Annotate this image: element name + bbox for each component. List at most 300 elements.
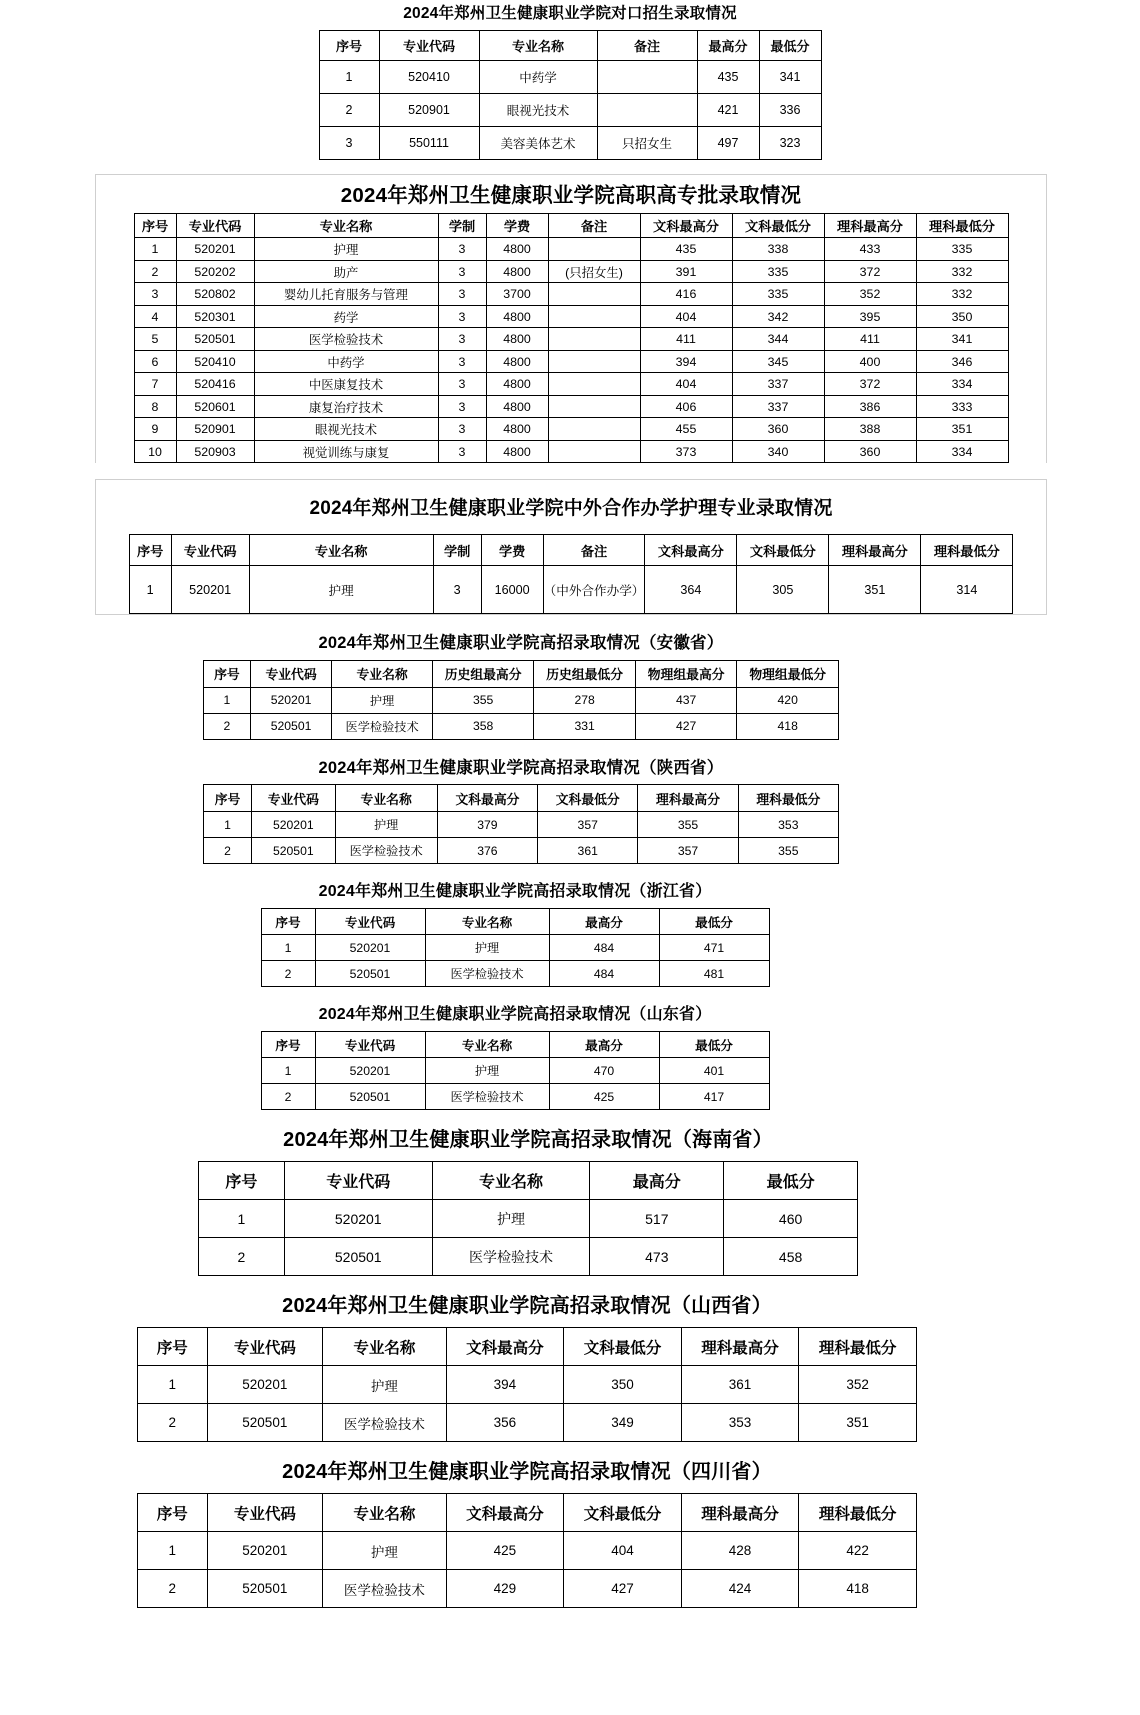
cell-r1-c4: 379 bbox=[437, 812, 537, 838]
cell-r1-c4: 394 bbox=[446, 1366, 564, 1404]
column-header-1: 序号 bbox=[204, 785, 252, 812]
column-header-2: 专业代码 bbox=[171, 535, 249, 566]
column-header-2: 专业代码 bbox=[252, 785, 335, 812]
cell-r6-c2: 520410 bbox=[176, 350, 254, 373]
column-header-2: 专业代码 bbox=[379, 31, 479, 61]
column-header-2: 专业代码 bbox=[250, 660, 332, 687]
cell-r2-c2: 520501 bbox=[252, 838, 335, 864]
table-header-row bbox=[138, 1494, 917, 1532]
section-gaozhi-admissions bbox=[95, 174, 1047, 463]
column-header-3: 专业名称 bbox=[323, 1494, 447, 1532]
cell-r1-c6 bbox=[548, 238, 640, 261]
cell-r3-c6 bbox=[548, 283, 640, 306]
cell-r1-c4: 355 bbox=[432, 687, 534, 713]
column-header-4: 文科最高分 bbox=[437, 785, 537, 812]
cell-r10-c4: 3 bbox=[438, 440, 486, 463]
table-row bbox=[134, 350, 1008, 373]
table-body bbox=[199, 1200, 858, 1276]
cell-r2-c5: 427 bbox=[564, 1570, 682, 1608]
cell-r2-c6: 336 bbox=[759, 94, 821, 127]
table-header-row bbox=[261, 909, 769, 935]
table-row bbox=[199, 1200, 858, 1238]
cell-r2-c7: 418 bbox=[737, 713, 839, 739]
cell-r1-c4: 3 bbox=[433, 566, 481, 614]
column-header-6: 理科最高分 bbox=[638, 785, 738, 812]
table-zhejiang bbox=[261, 908, 770, 987]
table-header-row bbox=[199, 1162, 858, 1200]
cell-r4-c2: 520301 bbox=[176, 305, 254, 328]
cell-r1-c2: 520201 bbox=[176, 238, 254, 261]
table-header-row bbox=[261, 1032, 769, 1058]
cell-r3-c10: 332 bbox=[916, 283, 1008, 306]
table-body bbox=[261, 935, 769, 987]
cell-r7-c4: 3 bbox=[438, 373, 486, 396]
column-header-2: 专业代码 bbox=[176, 214, 254, 238]
cell-r2-c7: 418 bbox=[799, 1570, 917, 1608]
cell-r4-c4: 3 bbox=[438, 305, 486, 328]
table-row bbox=[134, 418, 1008, 441]
section-title-sichuan: 2024年郑州卫生健康职业学院高招录取情况（四川省） bbox=[282, 1461, 772, 1484]
section-anhui-admissions bbox=[203, 633, 839, 740]
cell-r5-c7: 411 bbox=[640, 328, 732, 351]
cell-r5-c2: 520501 bbox=[176, 328, 254, 351]
table-body bbox=[261, 1058, 769, 1110]
cell-r9-c4: 3 bbox=[438, 418, 486, 441]
cell-r4-c6 bbox=[548, 305, 640, 328]
cell-r7-c5: 4800 bbox=[486, 373, 548, 396]
cell-r8-c2: 520601 bbox=[176, 395, 254, 418]
table-header-row bbox=[204, 660, 839, 687]
cell-r4-c3: 药学 bbox=[254, 305, 438, 328]
column-header-6: 理科最高分 bbox=[681, 1328, 799, 1366]
column-header-6: 最低分 bbox=[759, 31, 821, 61]
cell-r1-c4: 484 bbox=[549, 935, 659, 961]
cell-r1-c2: 520201 bbox=[252, 812, 335, 838]
table-row bbox=[129, 566, 1013, 614]
cell-r5-c5: 4800 bbox=[486, 328, 548, 351]
section-title-shandong: 2024年郑州卫生健康职业学院高招录取情况（山东省） bbox=[318, 1006, 712, 1024]
column-header-10: 理科最低分 bbox=[916, 214, 1008, 238]
cell-r1-c7: 422 bbox=[799, 1532, 917, 1570]
cell-r1-c2: 520201 bbox=[250, 687, 332, 713]
cell-r7-c10: 334 bbox=[916, 373, 1008, 396]
cell-r2-c1: 2 bbox=[138, 1404, 208, 1442]
section-title-anhui: 2024年郑州卫生健康职业学院高招录取情况（安徽省） bbox=[318, 634, 724, 653]
cell-r4-c1: 4 bbox=[134, 305, 176, 328]
cell-r5-c10: 341 bbox=[916, 328, 1008, 351]
column-header-7: 物理组最低分 bbox=[737, 660, 839, 687]
cell-r2-c4: 3 bbox=[438, 260, 486, 283]
cell-r1-c7: 420 bbox=[737, 687, 839, 713]
column-header-9: 理科最高分 bbox=[829, 535, 921, 566]
table-duikou bbox=[319, 30, 822, 160]
column-header-3: 专业名称 bbox=[335, 785, 437, 812]
cell-r1-c4: 517 bbox=[590, 1200, 724, 1238]
cell-r7-c3: 中医康复技术 bbox=[254, 373, 438, 396]
cell-r1-c7: 353 bbox=[738, 812, 838, 838]
cell-r3-c2: 520802 bbox=[176, 283, 254, 306]
column-header-4: 最高分 bbox=[549, 909, 659, 935]
table-zhongwai bbox=[129, 534, 1014, 614]
cell-r4-c5: 4800 bbox=[486, 305, 548, 328]
cell-r2-c5: 4800 bbox=[486, 260, 548, 283]
column-header-2: 专业代码 bbox=[315, 1032, 425, 1058]
cell-r7-c6 bbox=[548, 373, 640, 396]
cell-r2-c6: 427 bbox=[635, 713, 737, 739]
cell-r1-c6: 341 bbox=[759, 61, 821, 94]
column-header-1: 序号 bbox=[199, 1162, 285, 1200]
cell-r1-c4: 3 bbox=[438, 238, 486, 261]
column-header-7: 理科最低分 bbox=[738, 785, 838, 812]
cell-r2-c10: 332 bbox=[916, 260, 1008, 283]
cell-r1-c4: 425 bbox=[446, 1532, 564, 1570]
table-row bbox=[134, 373, 1008, 396]
column-header-4: 文科最高分 bbox=[446, 1328, 564, 1366]
column-header-6: 备注 bbox=[548, 214, 640, 238]
table-shaanxi bbox=[203, 784, 839, 864]
cell-r6-c3: 中药学 bbox=[254, 350, 438, 373]
column-header-5: 最低分 bbox=[659, 909, 769, 935]
cell-r2-c1: 2 bbox=[134, 260, 176, 283]
table-body bbox=[138, 1366, 917, 1442]
section-shaanxi-admissions bbox=[203, 758, 839, 865]
cell-r2-c7: 351 bbox=[799, 1404, 917, 1442]
table-body bbox=[138, 1532, 917, 1608]
column-header-1: 序号 bbox=[261, 1032, 315, 1058]
cell-r1-c6: 437 bbox=[635, 687, 737, 713]
column-header-5: 文科最低分 bbox=[564, 1494, 682, 1532]
cell-r3-c6: 323 bbox=[759, 127, 821, 160]
cell-r2-c2: 520501 bbox=[315, 1084, 425, 1110]
cell-r1-c1: 1 bbox=[199, 1200, 285, 1238]
cell-r6-c8: 345 bbox=[732, 350, 824, 373]
table-body bbox=[129, 566, 1013, 614]
column-header-1: 序号 bbox=[138, 1328, 208, 1366]
column-header-10: 理科最低分 bbox=[921, 535, 1013, 566]
column-header-9: 理科最高分 bbox=[824, 214, 916, 238]
cell-r10-c9: 360 bbox=[824, 440, 916, 463]
column-header-5: 最高分 bbox=[697, 31, 759, 61]
cell-r1-c7: 364 bbox=[645, 566, 737, 614]
cell-r1-c1: 1 bbox=[138, 1366, 208, 1404]
cell-r10-c2: 520903 bbox=[176, 440, 254, 463]
cell-r2-c1: 2 bbox=[138, 1570, 208, 1608]
column-header-3: 专业名称 bbox=[249, 535, 433, 566]
cell-r2-c6: (只招女生) bbox=[548, 260, 640, 283]
column-header-8: 文科最低分 bbox=[737, 535, 829, 566]
column-header-1: 序号 bbox=[134, 214, 176, 238]
cell-r1-c2: 520410 bbox=[379, 61, 479, 94]
cell-r3-c3: 婴幼儿托育服务与管理 bbox=[254, 283, 438, 306]
section-title-hainan: 2024年郑州卫生健康职业学院高招录取情况（海南省） bbox=[283, 1129, 773, 1152]
cell-r7-c8: 337 bbox=[732, 373, 824, 396]
section-shandong-admissions bbox=[252, 1005, 778, 1110]
cell-r1-c3: 护理 bbox=[432, 1200, 590, 1238]
cell-r9-c6 bbox=[548, 418, 640, 441]
column-header-7: 文科最高分 bbox=[640, 214, 732, 238]
cell-r1-c4: 470 bbox=[549, 1058, 659, 1084]
cell-r2-c1: 2 bbox=[261, 1084, 315, 1110]
cell-r2-c1: 2 bbox=[261, 961, 315, 987]
cell-r7-c2: 520416 bbox=[176, 373, 254, 396]
column-header-4: 最高分 bbox=[590, 1162, 724, 1200]
table-hainan bbox=[198, 1161, 858, 1276]
table-row bbox=[261, 935, 769, 961]
section-shanxi-admissions bbox=[137, 1294, 917, 1442]
column-header-5: 历史组最低分 bbox=[534, 660, 636, 687]
section-title-shanxi: 2024年郑州卫生健康职业学院高招录取情况（山西省） bbox=[282, 1295, 772, 1318]
column-header-8: 文科最低分 bbox=[732, 214, 824, 238]
table-row bbox=[134, 283, 1008, 306]
column-header-2: 专业代码 bbox=[315, 909, 425, 935]
cell-r1-c3: 护理 bbox=[254, 238, 438, 261]
column-header-3: 专业名称 bbox=[425, 1032, 549, 1058]
cell-r2-c3: 医学检验技术 bbox=[332, 713, 433, 739]
column-header-2: 专业代码 bbox=[284, 1162, 432, 1200]
table-body bbox=[204, 812, 839, 864]
table-row bbox=[134, 440, 1008, 463]
cell-r1-c10: 314 bbox=[921, 566, 1013, 614]
cell-r9-c7: 455 bbox=[640, 418, 732, 441]
cell-r2-c5: 458 bbox=[724, 1238, 858, 1276]
section-zhongwai-admissions bbox=[95, 479, 1047, 615]
cell-r2-c3: 医学检验技术 bbox=[323, 1570, 447, 1608]
cell-r10-c8: 340 bbox=[732, 440, 824, 463]
cell-r1-c5: 4800 bbox=[486, 238, 548, 261]
section-title-gaozhi: 2024年郑州卫生健康职业学院高职高专批录取情况 bbox=[340, 184, 802, 208]
cell-r10-c6 bbox=[548, 440, 640, 463]
cell-r2-c4: 356 bbox=[446, 1404, 564, 1442]
cell-r1-c1: 1 bbox=[319, 61, 379, 94]
column-header-3: 专业名称 bbox=[323, 1328, 447, 1366]
cell-r2-c4: 425 bbox=[549, 1084, 659, 1110]
cell-r8-c5: 4800 bbox=[486, 395, 548, 418]
table-anhui bbox=[203, 660, 839, 740]
column-header-4: 学制 bbox=[433, 535, 481, 566]
column-header-5: 学费 bbox=[481, 535, 543, 566]
cell-r5-c4: 3 bbox=[438, 328, 486, 351]
cell-r1-c1: 1 bbox=[138, 1532, 208, 1570]
column-header-4: 学制 bbox=[438, 214, 486, 238]
cell-r2-c1: 2 bbox=[204, 838, 252, 864]
cell-r2-c3: 医学检验技术 bbox=[432, 1238, 590, 1276]
column-header-6: 物理组最高分 bbox=[635, 660, 737, 687]
cell-r2-c4: 484 bbox=[549, 961, 659, 987]
column-header-5: 最低分 bbox=[659, 1032, 769, 1058]
cell-r2-c3: 医学检验技术 bbox=[323, 1404, 447, 1442]
cell-r1-c8: 305 bbox=[737, 566, 829, 614]
table-row bbox=[204, 812, 839, 838]
cell-r3-c8: 335 bbox=[732, 283, 824, 306]
column-header-7: 理科最低分 bbox=[799, 1494, 917, 1532]
cell-r2-c1: 2 bbox=[204, 713, 251, 739]
cell-r2-c2: 520901 bbox=[379, 94, 479, 127]
cell-r1-c2: 520201 bbox=[315, 935, 425, 961]
cell-r2-c7: 355 bbox=[738, 838, 838, 864]
column-header-1: 序号 bbox=[204, 660, 251, 687]
cell-r9-c1: 9 bbox=[134, 418, 176, 441]
cell-r1-c5: 278 bbox=[534, 687, 636, 713]
cell-r5-c8: 344 bbox=[732, 328, 824, 351]
column-header-5: 文科最低分 bbox=[564, 1328, 682, 1366]
column-header-6: 备注 bbox=[543, 535, 645, 566]
cell-r9-c8: 360 bbox=[732, 418, 824, 441]
cell-r6-c4: 3 bbox=[438, 350, 486, 373]
table-row bbox=[134, 260, 1008, 283]
cell-r6-c1: 6 bbox=[134, 350, 176, 373]
table-row bbox=[261, 1058, 769, 1084]
cell-r1-c7: 352 bbox=[799, 1366, 917, 1404]
column-header-1: 序号 bbox=[129, 535, 171, 566]
cell-r1-c3: 护理 bbox=[249, 566, 433, 614]
cell-r1-c1: 1 bbox=[204, 687, 251, 713]
title-band bbox=[96, 175, 1046, 213]
table-row bbox=[138, 1570, 917, 1608]
cell-r1-c3: 护理 bbox=[425, 1058, 549, 1084]
cell-r5-c9: 411 bbox=[824, 328, 916, 351]
cell-r6-c10: 346 bbox=[916, 350, 1008, 373]
cell-r2-c3: 医学检验技术 bbox=[425, 961, 549, 987]
cell-r1-c6: 428 bbox=[681, 1532, 799, 1570]
column-header-2: 专业代码 bbox=[207, 1328, 322, 1366]
cell-r3-c4: 3 bbox=[438, 283, 486, 306]
cell-r2-c5: 421 bbox=[697, 94, 759, 127]
cell-r4-c7: 404 bbox=[640, 305, 732, 328]
table-row bbox=[319, 94, 821, 127]
column-header-1: 序号 bbox=[261, 909, 315, 935]
cell-r5-c1: 5 bbox=[134, 328, 176, 351]
cell-r2-c8: 335 bbox=[732, 260, 824, 283]
cell-r10-c7: 373 bbox=[640, 440, 732, 463]
section-title-zhongwai: 2024年郑州卫生健康职业学院中外合作办学护理专业录取情况 bbox=[309, 498, 833, 520]
cell-r9-c9: 388 bbox=[824, 418, 916, 441]
section-title-shaanxi: 2024年郑州卫生健康职业学院高招录取情况（陕西省） bbox=[318, 758, 724, 777]
table-header-row bbox=[138, 1328, 917, 1366]
cell-r9-c10: 351 bbox=[916, 418, 1008, 441]
cell-r1-c6: （中外合作办学） bbox=[543, 566, 645, 614]
cell-r7-c7: 404 bbox=[640, 373, 732, 396]
cell-r7-c9: 372 bbox=[824, 373, 916, 396]
cell-r8-c9: 386 bbox=[824, 395, 916, 418]
cell-r2-c6: 357 bbox=[638, 838, 738, 864]
cell-r2-c4 bbox=[597, 94, 697, 127]
cell-r1-c2: 520201 bbox=[284, 1200, 432, 1238]
column-header-3: 专业名称 bbox=[479, 31, 597, 61]
table-shandong bbox=[261, 1031, 770, 1110]
cell-r2-c3: 医学检验技术 bbox=[425, 1084, 549, 1110]
column-header-5: 最低分 bbox=[724, 1162, 858, 1200]
cell-r1-c2: 520201 bbox=[207, 1532, 322, 1570]
table-row bbox=[204, 838, 839, 864]
cell-r1-c9: 433 bbox=[824, 238, 916, 261]
cell-r6-c9: 400 bbox=[824, 350, 916, 373]
cell-r1-c1: 1 bbox=[204, 812, 252, 838]
table-header-row bbox=[129, 535, 1013, 566]
cell-r8-c1: 8 bbox=[134, 395, 176, 418]
cell-r1-c5: 16000 bbox=[481, 566, 543, 614]
cell-r1-c5: 350 bbox=[564, 1366, 682, 1404]
cell-r3-c5: 497 bbox=[697, 127, 759, 160]
cell-r1-c6: 361 bbox=[681, 1366, 799, 1404]
cell-r2-c2: 520501 bbox=[284, 1238, 432, 1276]
cell-r1-c5: 460 bbox=[724, 1200, 858, 1238]
cell-r1-c3: 护理 bbox=[425, 935, 549, 961]
table-header-row bbox=[319, 31, 821, 61]
table-body bbox=[204, 687, 839, 739]
table-row bbox=[138, 1404, 917, 1442]
table-row bbox=[138, 1366, 917, 1404]
cell-r4-c9: 395 bbox=[824, 305, 916, 328]
cell-r2-c2: 520501 bbox=[207, 1404, 322, 1442]
cell-r2-c3: 医学检验技术 bbox=[335, 838, 437, 864]
cell-r10-c3: 视觉训练与康复 bbox=[254, 440, 438, 463]
table-row bbox=[204, 687, 839, 713]
column-header-7: 理科最低分 bbox=[799, 1328, 917, 1366]
table-row bbox=[319, 127, 821, 160]
cell-r1-c2: 520201 bbox=[315, 1058, 425, 1084]
column-header-5: 学费 bbox=[486, 214, 548, 238]
cell-r1-c5: 471 bbox=[659, 935, 769, 961]
table-row bbox=[134, 395, 1008, 418]
cell-r2-c4: 376 bbox=[437, 838, 537, 864]
table-body bbox=[134, 238, 1008, 463]
cell-r4-c8: 342 bbox=[732, 305, 824, 328]
cell-r3-c5: 3700 bbox=[486, 283, 548, 306]
cell-r2-c6: 424 bbox=[681, 1570, 799, 1608]
column-header-5: 文科最低分 bbox=[538, 785, 638, 812]
cell-r3-c9: 352 bbox=[824, 283, 916, 306]
cell-r6-c7: 394 bbox=[640, 350, 732, 373]
cell-r3-c4: 只招女生 bbox=[597, 127, 697, 160]
cell-r2-c2: 520501 bbox=[250, 713, 332, 739]
cell-r1-c8: 338 bbox=[732, 238, 824, 261]
cell-r3-c7: 416 bbox=[640, 283, 732, 306]
cell-r8-c3: 康复治疗技术 bbox=[254, 395, 438, 418]
cell-r7-c1: 7 bbox=[134, 373, 176, 396]
cell-r1-c3: 护理 bbox=[323, 1532, 447, 1570]
cell-r2-c2: 520501 bbox=[315, 961, 425, 987]
column-header-3: 专业名称 bbox=[432, 1162, 590, 1200]
table-row bbox=[138, 1532, 917, 1570]
table-row bbox=[134, 305, 1008, 328]
cell-r1-c9: 351 bbox=[829, 566, 921, 614]
cell-r1-c5: 401 bbox=[659, 1058, 769, 1084]
cell-r2-c5: 349 bbox=[564, 1404, 682, 1442]
table-row bbox=[199, 1238, 858, 1276]
cell-r8-c4: 3 bbox=[438, 395, 486, 418]
table-row bbox=[261, 961, 769, 987]
table-row bbox=[204, 713, 839, 739]
cell-r1-c6: 355 bbox=[638, 812, 738, 838]
cell-r9-c5: 4800 bbox=[486, 418, 548, 441]
cell-r3-c3: 美容美体艺术 bbox=[479, 127, 597, 160]
cell-r1-c4 bbox=[597, 61, 697, 94]
column-header-4: 最高分 bbox=[549, 1032, 659, 1058]
cell-r8-c10: 333 bbox=[916, 395, 1008, 418]
section-zhejiang-admissions bbox=[252, 882, 778, 987]
section-duikou-admissions bbox=[0, 4, 1140, 160]
cell-r10-c1: 10 bbox=[134, 440, 176, 463]
cell-r2-c3: 眼视光技术 bbox=[479, 94, 597, 127]
cell-r3-c1: 3 bbox=[319, 127, 379, 160]
table-row bbox=[134, 238, 1008, 261]
cell-r2-c5: 361 bbox=[538, 838, 638, 864]
cell-r1-c3: 中药学 bbox=[479, 61, 597, 94]
cell-r4-c10: 350 bbox=[916, 305, 1008, 328]
cell-r1-c3: 护理 bbox=[332, 687, 433, 713]
column-header-3: 专业名称 bbox=[254, 214, 438, 238]
column-header-4: 文科最高分 bbox=[446, 1494, 564, 1532]
